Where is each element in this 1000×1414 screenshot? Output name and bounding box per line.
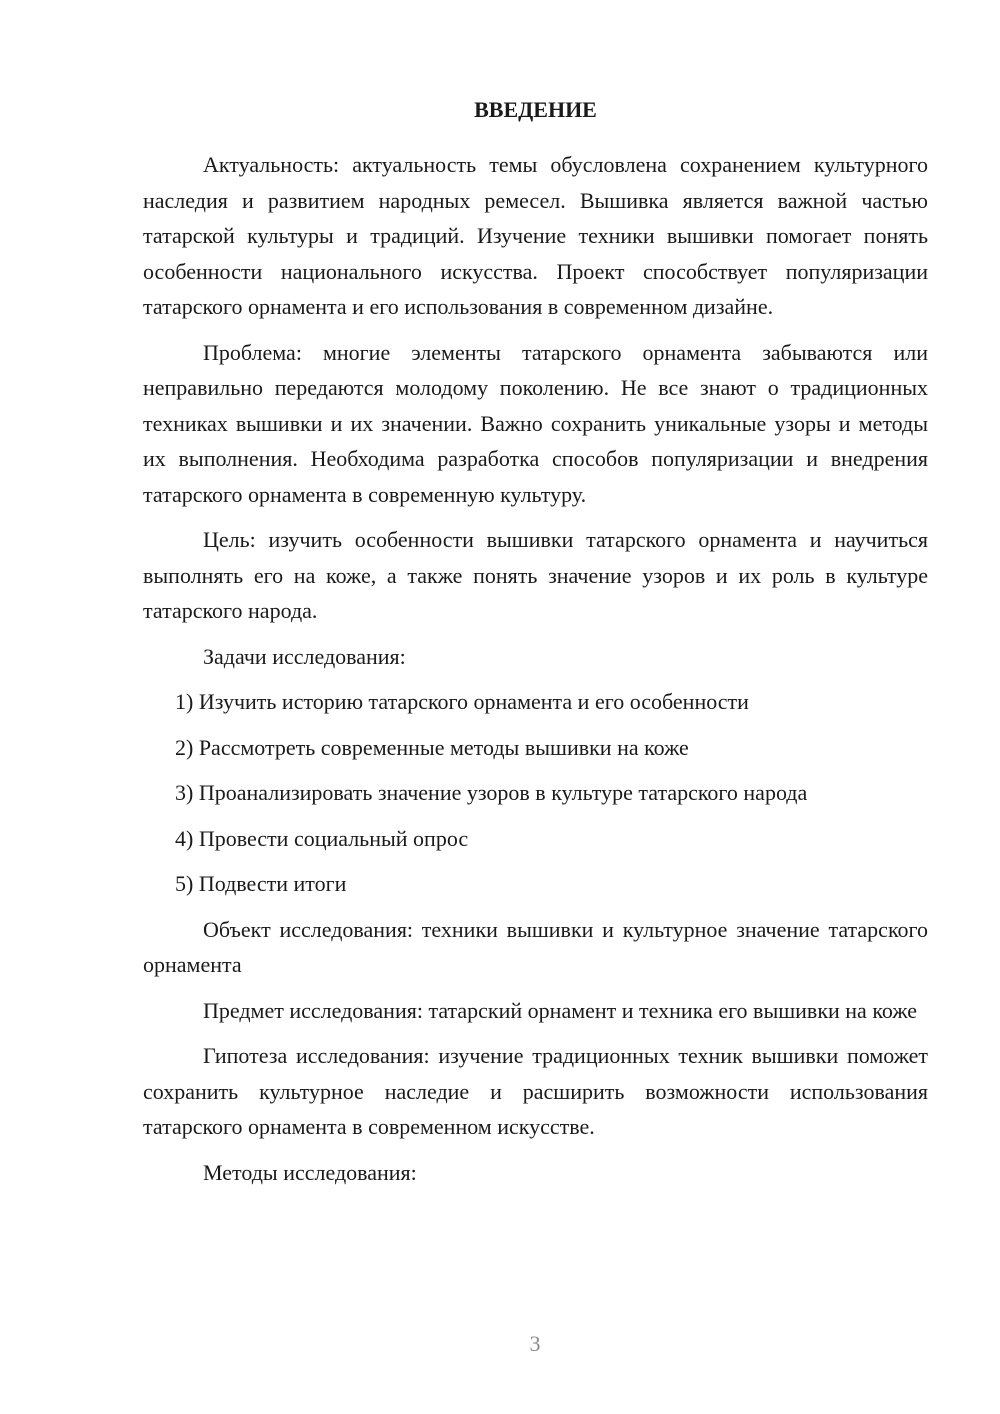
section-heading: ВВЕДЕНИЕ — [474, 97, 597, 122]
task-item: 3) Проанализировать значение узоров в культуре татарского народа — [175, 780, 808, 805]
hypothesis-paragraph: Гипотеза исследования: изучение традиционных техник вышивки поможет сохранить культурное наследие и расширить возможности использования татарского орнамента в современном искусстве. — [143, 1043, 928, 1139]
goal-paragraph: Цель: изучить особенности вышивки татарского орнамента и научиться выполнять его на коже, а также понять значение узоров и их роль в культуре татарского народа. — [143, 527, 928, 623]
page-number: 3 — [529, 1331, 541, 1356]
object-paragraph: Объект исследования: техники вышивки и культурное значение татарского орнамента — [143, 916, 928, 977]
methods-label: Методы исследования: — [203, 1159, 417, 1185]
task-item: 1) Изучить историю татарского орнамента и его особенности — [175, 689, 749, 714]
tasks-list — [143, 684, 928, 902]
task-item: 4) Провести социальный опрос — [175, 825, 469, 851]
task-item: 5) Подвести итоги — [175, 871, 347, 896]
page-content — [143, 92, 928, 1190]
problem-paragraph: Проблема: многие элементы татарского орнамента забываются или неправильно передаются молодому поколению. Не все знают о традиционных техниках вышивки и их значении. Важно сохранить уникальные узоры и методы их выполнения. Необходима разработка способов популяризации и внедрения татарского орнамента в современную культуру. — [143, 339, 928, 507]
relevance-paragraph: Актуальность: актуальность темы обусловлена сохранением культурного наследия и развитием народных ремесел. Вышивка является важной частью татарской культуры и традиций. Изучение техники вышивки помогает понять особенности национального искусства. Проект способствует популяризации татарского орнамента и его использования в современном дизайне. — [143, 152, 928, 319]
tasks-label: Задачи исследования: — [203, 643, 406, 669]
subject-paragraph: Предмет исследования: татарский орнамент и техника его вышивки на коже — [203, 997, 918, 1023]
task-item: 2) Рассмотреть современные методы вышивки на коже — [175, 734, 689, 760]
